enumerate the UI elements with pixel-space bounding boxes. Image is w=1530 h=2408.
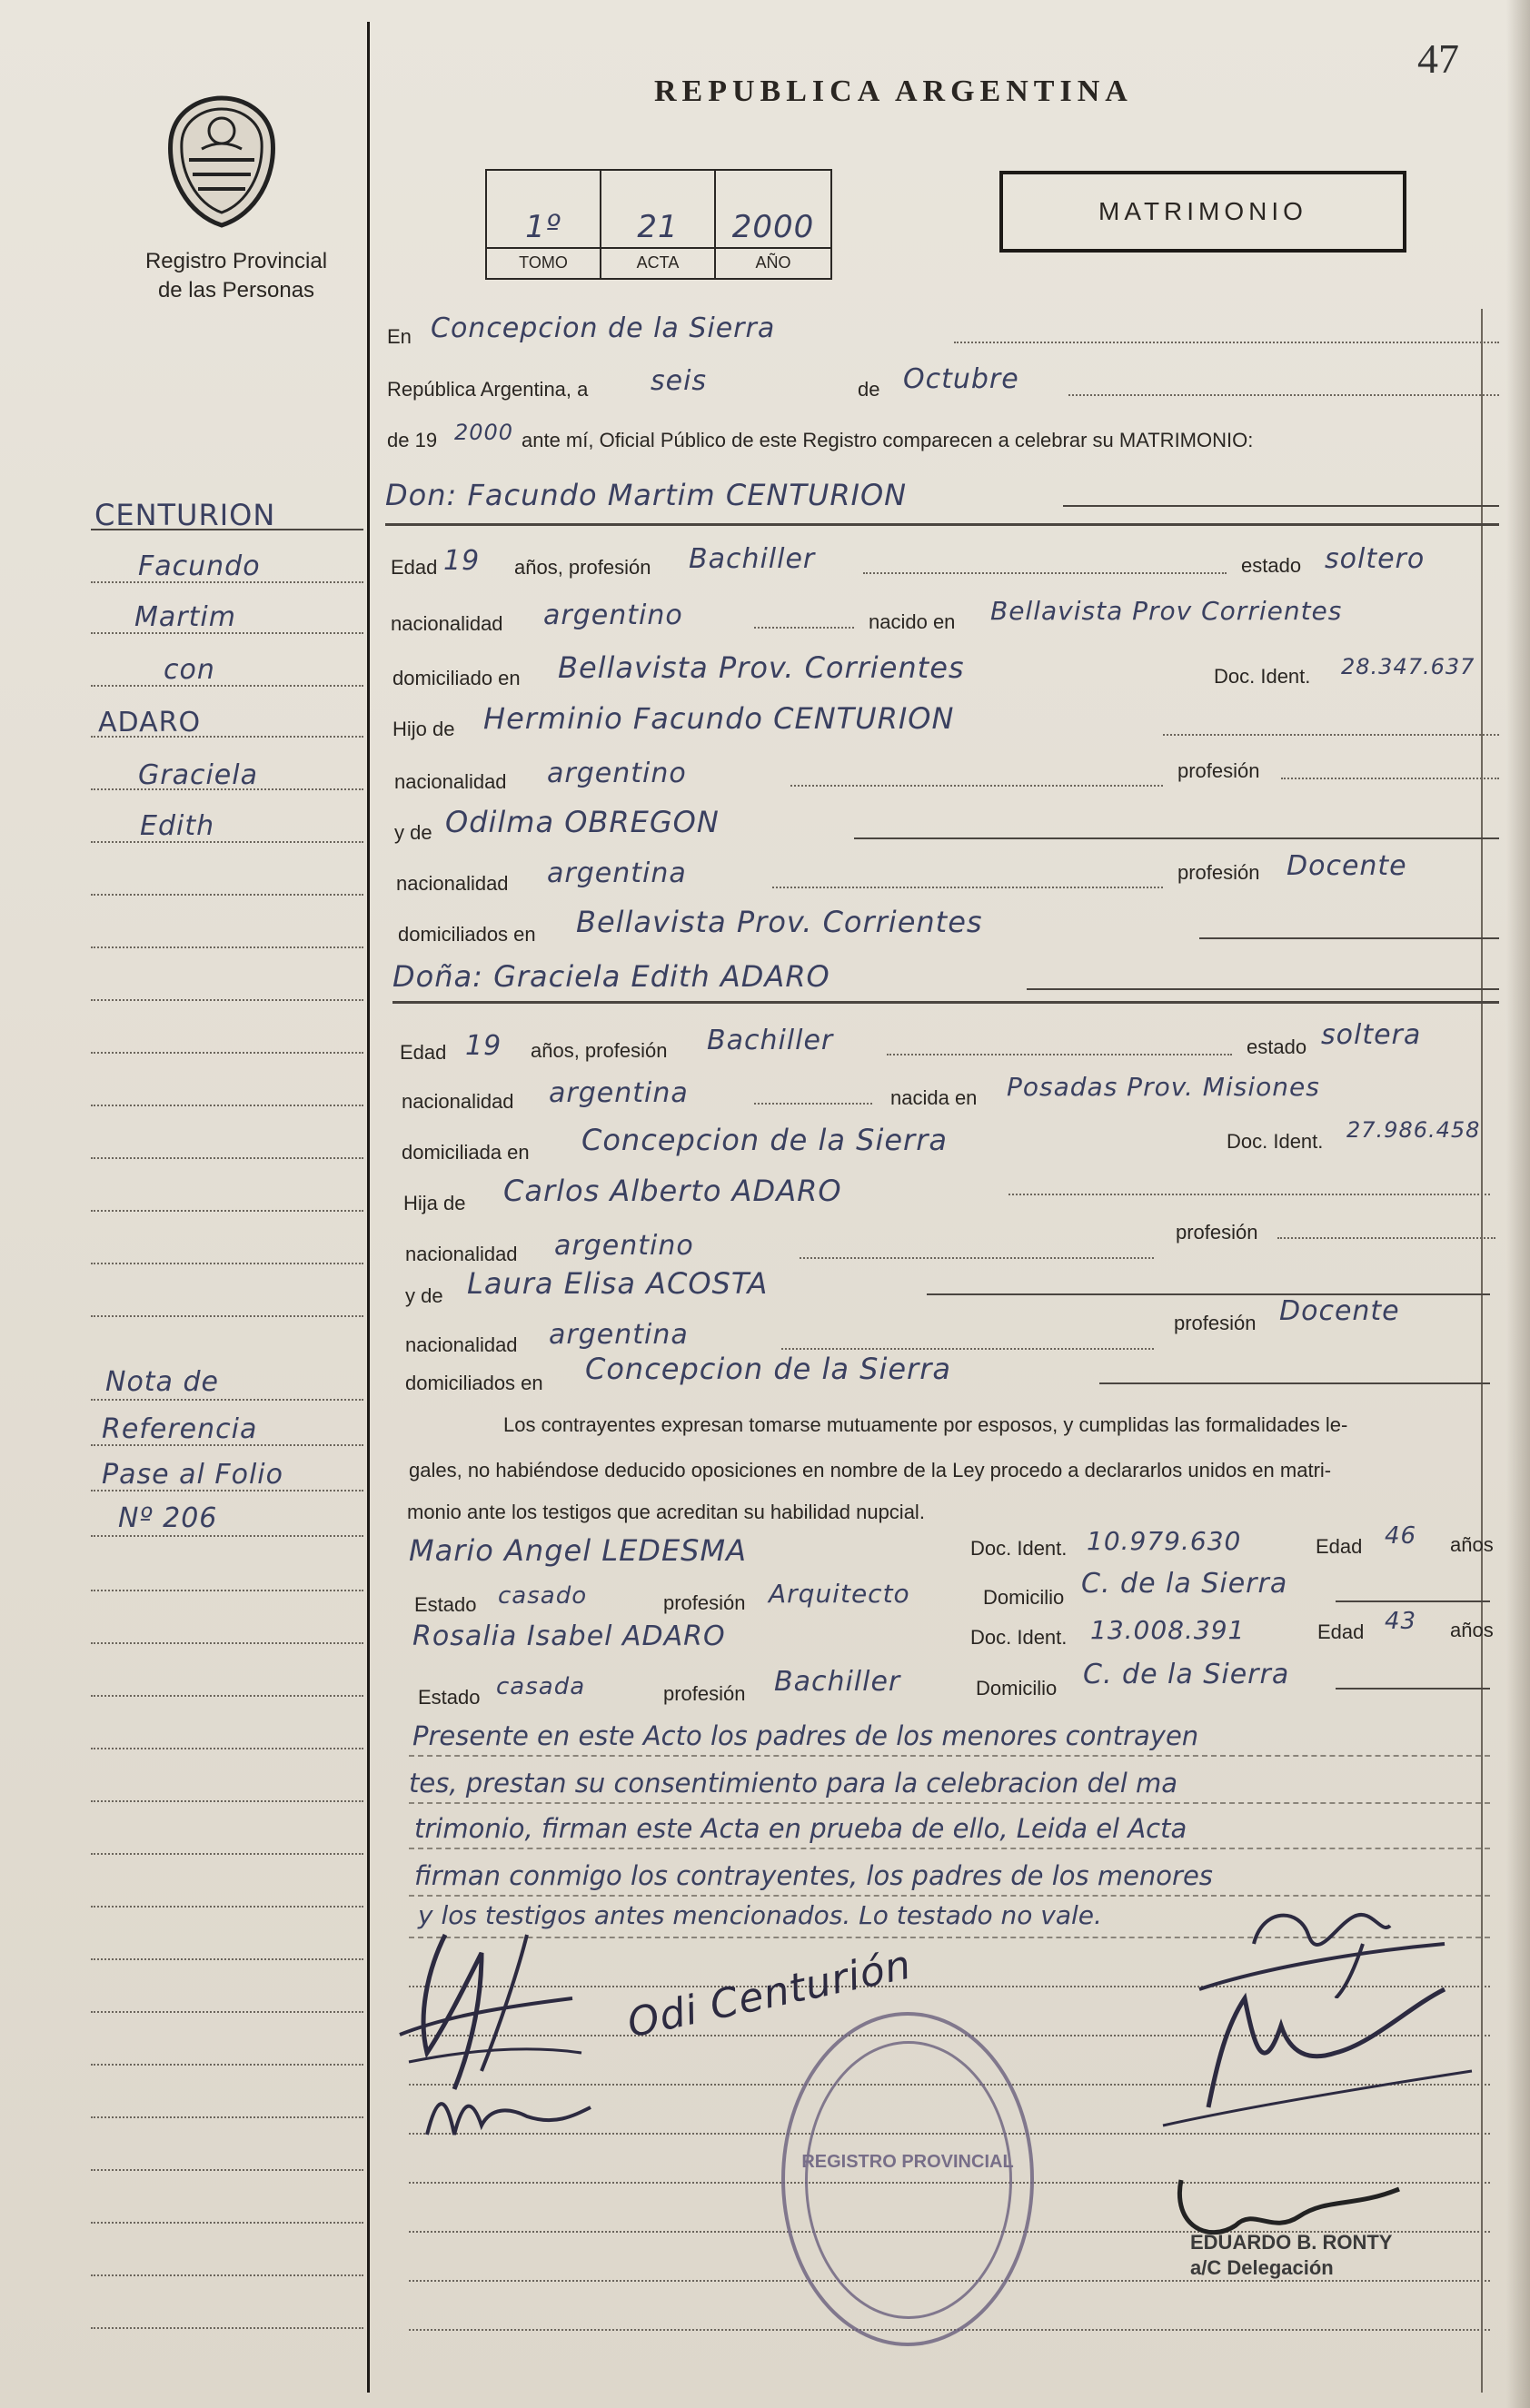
bride-edad: 19 [465, 1030, 502, 1062]
signature-text: Odi Centurión [623, 1941, 916, 2047]
groom-doc: 28.347.637 [1341, 654, 1475, 679]
official-stamp [781, 2012, 1034, 2346]
right-border-line [1481, 309, 1483, 2393]
bride-estado: soltera [1321, 1019, 1422, 1051]
registry-name-line2: de las Personas [157, 278, 315, 302]
bride-signature-icon [418, 2071, 600, 2153]
groom-padres-dom: Bellavista Prov. Corrientes [576, 905, 983, 939]
bride-padre: Carlos Alberto ADARO [503, 1174, 842, 1208]
groom-madre-nac: argentina [547, 857, 687, 889]
groom-doc-label: Doc. Ident. [1214, 665, 1311, 688]
witness1-domicilio: C. de la Sierra [1081, 1568, 1288, 1600]
witness2-name: Rosalia Isabel ADARO [412, 1620, 726, 1652]
bride-madre-label: y de [405, 1284, 443, 1307]
bride-hija-label: Hija de [403, 1192, 466, 1214]
bride-padres-dom: Concepcion de la Sierra [585, 1352, 951, 1386]
witness1-dom-label: Domicilio [983, 1586, 1065, 1609]
witness1-prof-label: profesión [663, 1591, 746, 1614]
bride-madre-prof-label: profesión [1174, 1312, 1257, 1334]
declaration-line2: gales, no habiéndose deducido oposiciones en nombre de la Ley procedo a declararlos unidos en matri- [409, 1459, 1332, 1481]
republica-label: República Argentina, a [387, 378, 589, 401]
groom-hijo-label: Hijo de [392, 718, 455, 740]
bride-padre-nac: argentino [554, 1230, 694, 1262]
witness1-doc-label: Doc. Ident. [970, 1537, 1068, 1560]
margin-bride-name4: Edith [140, 810, 215, 842]
margin-nota-line4: Nº 206 [118, 1502, 218, 1534]
witness2-anos: años [1450, 1619, 1494, 1641]
margin-groom-name2: Martim [134, 601, 236, 633]
notes-line3: trimonio, firman este Acta en prueba de ello, Leida el Acta [414, 1813, 1187, 1844]
acta-label: ACTA [636, 253, 680, 272]
margin-bride-name3: Graciela [138, 759, 258, 791]
groom-padre-prof-label: profesión [1177, 759, 1260, 782]
margin-divider-line [367, 22, 370, 2393]
groom-name: Don: Facundo Martim CENTURION [385, 478, 908, 512]
groom-padre-nac: argentino [547, 758, 687, 789]
margin-nota-line3: Pase al Folio [102, 1459, 283, 1491]
witness1-edad-label: Edad [1316, 1535, 1363, 1558]
year-suffix: ante mí, Oficial Público de este Registro comparecen a celebrar su MATRIMONIO: [522, 429, 1254, 451]
book-reference-box [485, 169, 832, 280]
official-role: a/C Delegación [1190, 2256, 1334, 2279]
year-prefix: de 19 [387, 429, 438, 451]
groom-profesion: Bachiller [689, 543, 816, 575]
bride-madre-prof: Docente [1279, 1295, 1400, 1327]
bride-nacionalidad: argentina [549, 1077, 689, 1109]
declaration-line3: monio ante los testigos que acreditan su habilidad nupcial. [407, 1501, 925, 1523]
margin-groom-name1: Facundo [138, 550, 261, 582]
margin-groom-surname: CENTURION [94, 498, 276, 532]
groom-dom-label: domiciliado en [392, 667, 521, 689]
notes-line1: Presente en este Acto los padres de los menores contrayen [412, 1720, 1199, 1751]
witness2-profesion: Bachiller [774, 1666, 901, 1698]
witness2-edad-label: Edad [1317, 1620, 1365, 1643]
country-title: REPUBLICA ARGENTINA [654, 74, 1133, 108]
groom-nacionalidad: argentino [543, 600, 683, 631]
groom-madre-nac-label: nacionalidad [396, 872, 509, 895]
bride-doms-label: domiciliados en [405, 1372, 543, 1394]
groom-edad: 19 [443, 545, 481, 577]
witness1-edad: 46 [1385, 1522, 1417, 1550]
groom-doms-label: domiciliados en [398, 923, 536, 946]
groom-padre: Herminio Facundo CENTURION [483, 701, 955, 736]
tomo-cell [487, 171, 601, 278]
page-number: 47 [1417, 35, 1459, 82]
tomo-value: 1º [525, 209, 561, 245]
de-label: de [858, 378, 880, 401]
bride-padre-prof-label: profesión [1176, 1221, 1258, 1244]
day-value: seis [651, 365, 708, 397]
year-value: 2000 [454, 420, 514, 445]
bride-anos-profesion: años, profesión [531, 1039, 668, 1062]
bride-madre: Laura Elisa ACOSTA [467, 1266, 769, 1301]
notes-line2: tes, prestan su consentimiento para la celebracion del ma [409, 1768, 1177, 1799]
witness2-dom-label: Domicilio [976, 1677, 1058, 1699]
official-caption [1190, 2230, 1392, 2281]
margin-con: con [164, 654, 215, 686]
bride-edad-label: Edad [400, 1041, 447, 1064]
groom-edad-label: Edad [391, 556, 438, 579]
bride-nacida: Posadas Prov. Misiones [1007, 1072, 1320, 1102]
bride-doc-label: Doc. Ident. [1227, 1130, 1324, 1153]
groom-madre: Odilma OBREGON [445, 805, 720, 839]
bride-madre-nac: argentina [549, 1319, 689, 1351]
groom-estado: soltero [1325, 543, 1426, 575]
acta-value: 21 [637, 209, 679, 245]
document-type-box: MATRIMONIO [999, 171, 1406, 253]
groom-madre-prof: Docente [1287, 850, 1407, 882]
bride-nac-label: nacionalidad [402, 1090, 514, 1113]
margin-nota-line1: Nota de [105, 1366, 219, 1398]
witness2-domicilio: C. de la Sierra [1083, 1659, 1290, 1690]
month-value: Octubre [903, 363, 1019, 395]
stamp-text: REGISTRO PROVINCIAL [801, 2152, 1014, 2172]
ano-value: 2000 [731, 209, 815, 245]
bride-domicilio: Concepcion de la Sierra [581, 1123, 948, 1157]
groom-estado-label: estado [1241, 554, 1302, 577]
groom-domicilio: Bellavista Prov. Corrientes [558, 650, 965, 685]
registry-name-line1: Registro Provincial [144, 249, 328, 273]
notes-line4: firman conmigo los contrayentes, los padres de los menores [414, 1860, 1213, 1891]
groom-nac-label: nacionalidad [391, 612, 503, 635]
witness2-doc: 13.008.391 [1090, 1615, 1246, 1645]
declaration-line1: Los contrayentes expresan tomarse mutuamente por esposos, y cumplidas las formalidades le- [503, 1413, 1348, 1436]
groom-madre-label: y de [394, 821, 432, 844]
bride-estado-label: estado [1247, 1036, 1307, 1058]
acta-cell [601, 171, 716, 278]
witness2-estado: casada [496, 1673, 586, 1700]
provincial-seal-icon [162, 94, 282, 229]
margin-nota-line2: Referencia [102, 1413, 258, 1445]
witness2-edad: 43 [1385, 1608, 1417, 1635]
witness2-estado-label: Estado [418, 1686, 481, 1709]
bride-profesion: Bachiller [707, 1025, 834, 1056]
groom-nacido-label: nacido en [869, 610, 956, 633]
witness2-prof-label: profesión [663, 1682, 746, 1705]
witness1-doc: 10.979.630 [1087, 1526, 1242, 1556]
registry-name [118, 247, 354, 305]
official-name: EDUARDO B. RONTY [1190, 2231, 1393, 2254]
notes-line5: y los testigos antes mencionados. Lo testado no vale. [418, 1900, 1102, 1930]
witness1-estado: casado [498, 1582, 588, 1610]
witness2-doc-label: Doc. Ident. [970, 1626, 1068, 1649]
en-label: En [387, 325, 412, 348]
ano-label: AÑO [755, 253, 791, 272]
groom-nacido: Bellavista Prov Corrientes [990, 596, 1343, 626]
bride-name: Doña: Graciela Edith ADARO [392, 959, 830, 994]
bride-padre-nac-label: nacionalidad [405, 1243, 518, 1265]
bride-dom-label: domiciliada en [402, 1141, 530, 1164]
place-value: Concepcion de la Sierra [431, 312, 776, 344]
mother-signature-icon [1154, 1971, 1481, 2135]
bride-nacida-label: nacida en [890, 1086, 978, 1109]
bride-doc: 27.986.458 [1346, 1117, 1481, 1143]
tomo-label: TOMO [519, 253, 568, 272]
bride-madre-nac-label: nacionalidad [405, 1333, 518, 1356]
groom-padre-nac-label: nacionalidad [394, 770, 507, 793]
groom-anos-profesion: años, profesión [514, 556, 651, 579]
groom-madre-prof-label: profesión [1177, 861, 1260, 884]
witness1-estado-label: Estado [414, 1593, 477, 1616]
margin-bride-surname: ADARO [98, 707, 202, 738]
witness1-name: Mario Angel LEDESMA [409, 1533, 747, 1568]
ano-cell [716, 171, 830, 278]
witness1-profesion: Arquitecto [769, 1579, 910, 1609]
witness1-anos: años [1450, 1533, 1494, 1556]
